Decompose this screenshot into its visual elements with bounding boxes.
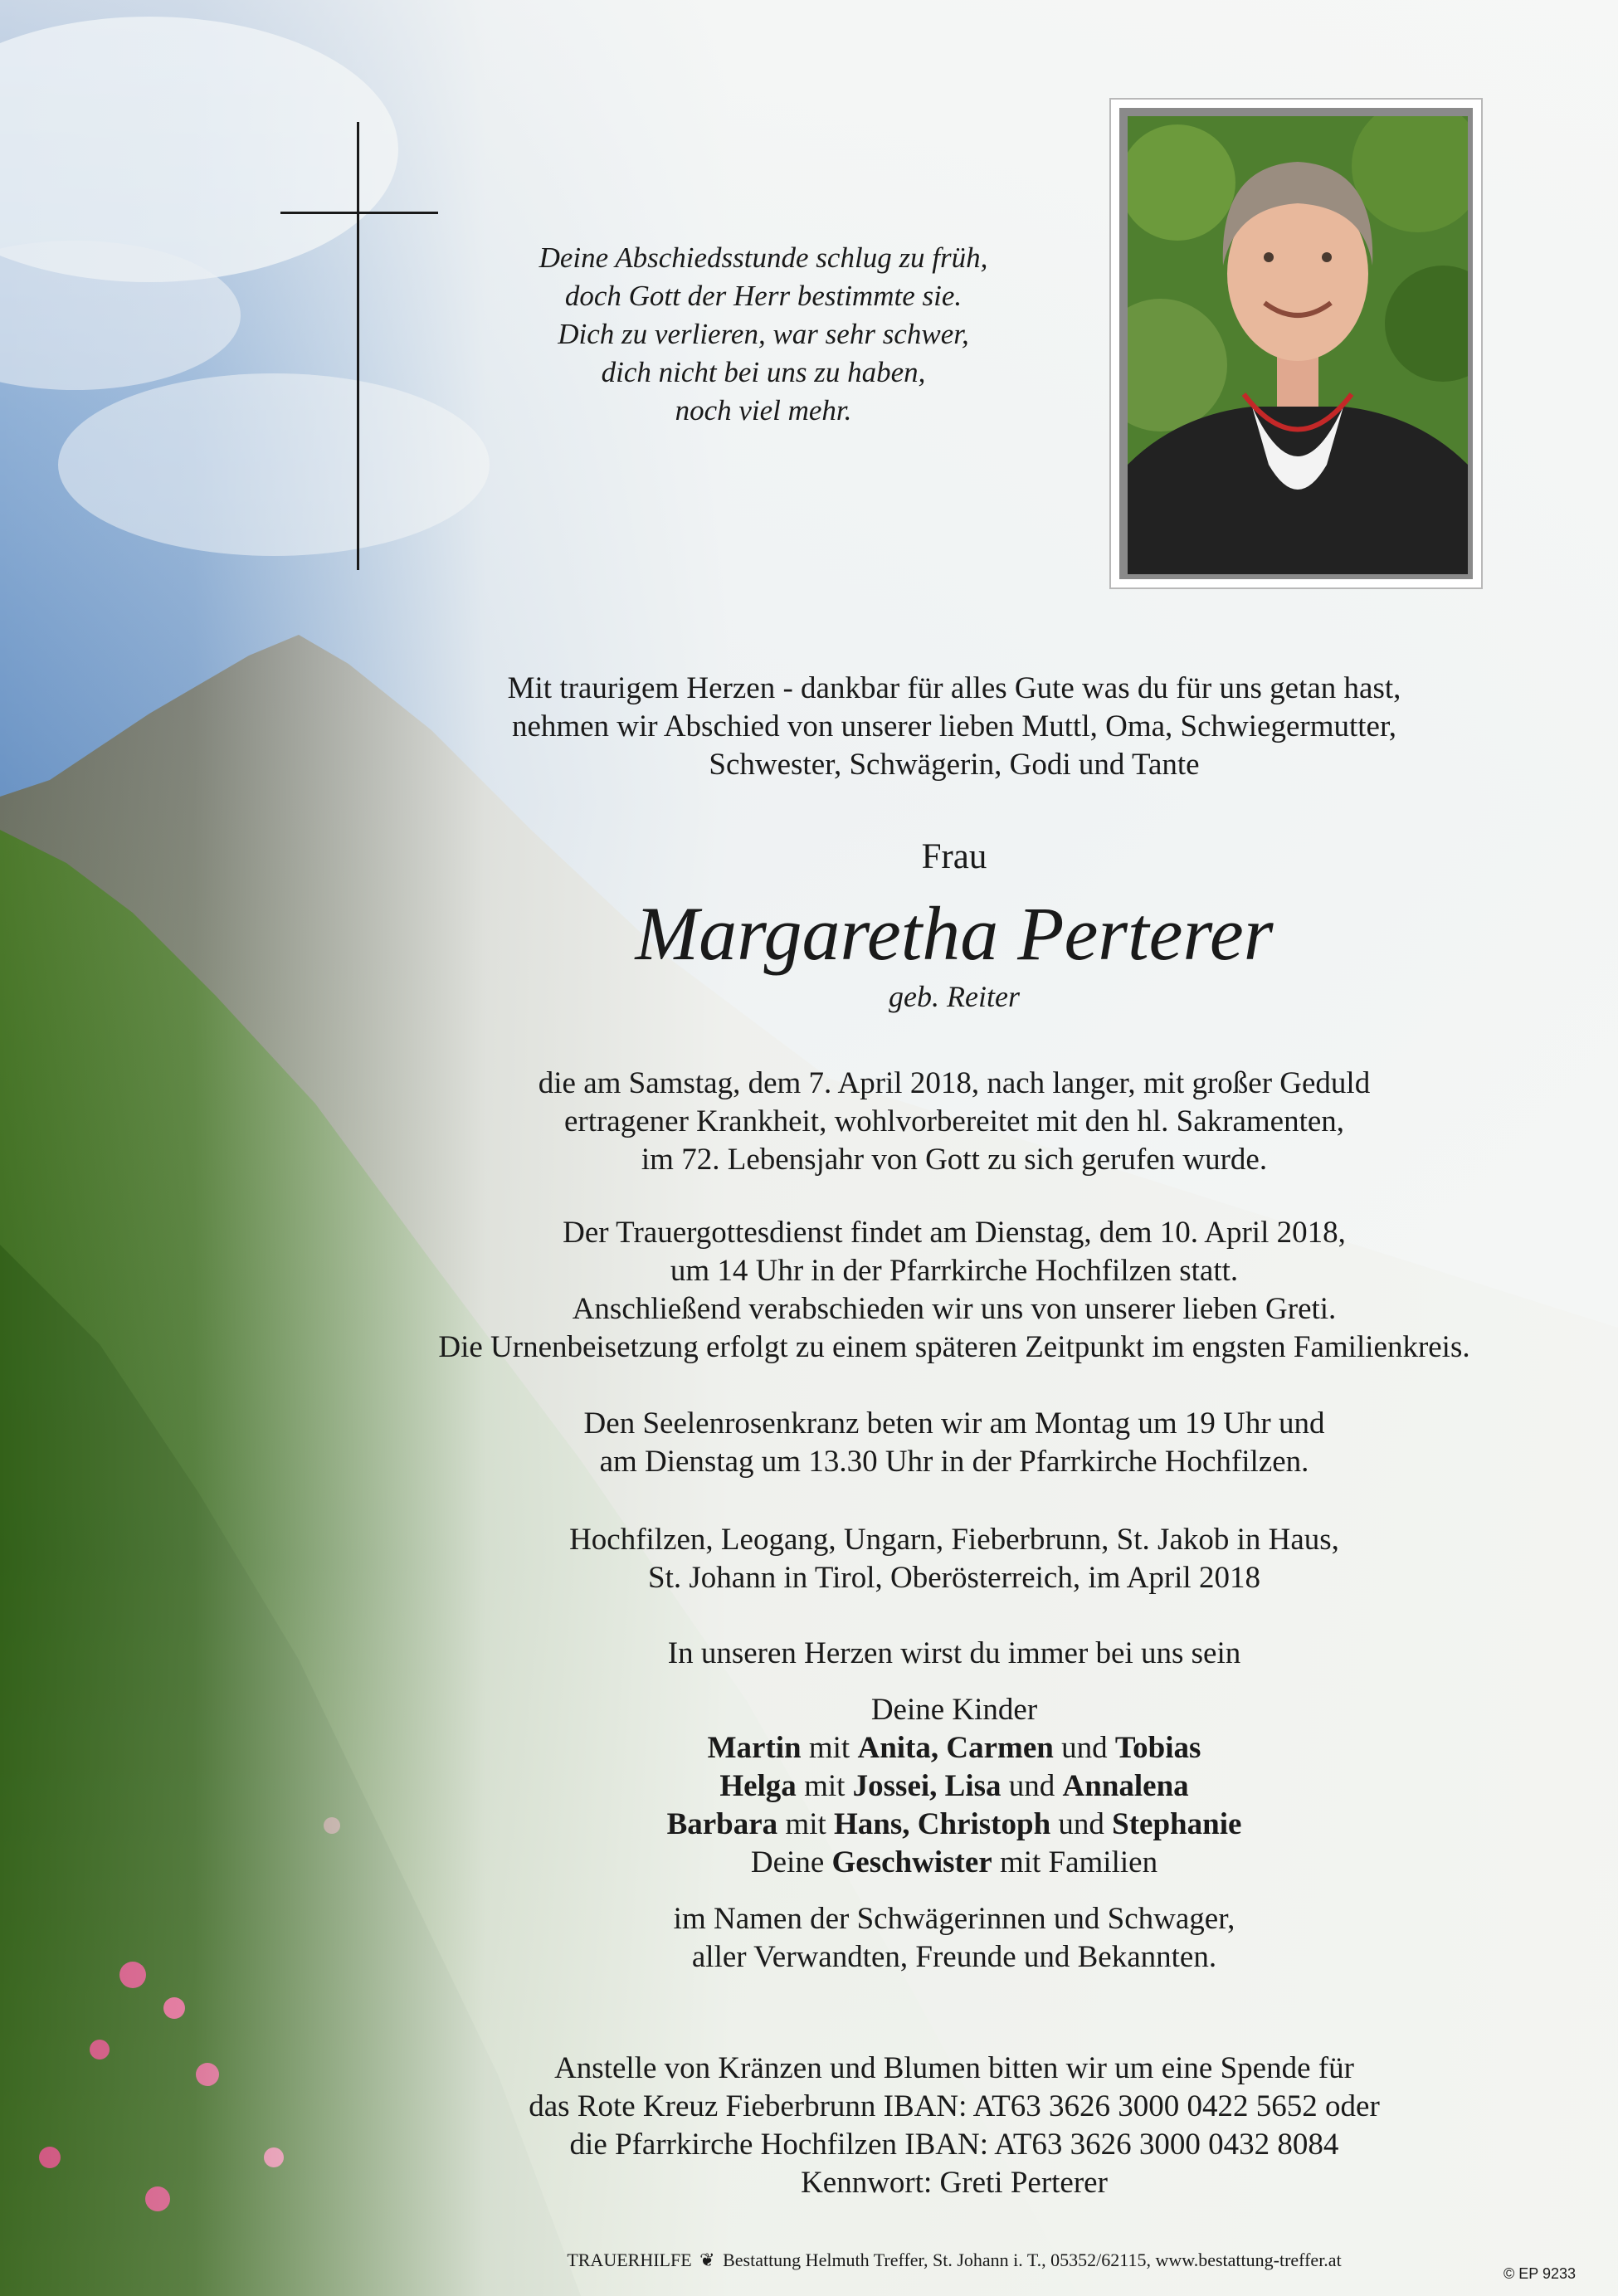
memorial-poem [448, 239, 1079, 430]
rosary-line: am Dienstag um 13.30 Uhr in der Pfarrkirche Hochfilzen. [599, 1445, 1309, 1479]
poem-line: Dich zu verlieren, war sehr schwer, [558, 318, 969, 350]
cross-symbol [280, 122, 438, 570]
intro-line: Mit traurigem Herzen - dankbar für alles Gute was du für uns getan hast, [507, 671, 1401, 705]
family-row: Martin mit Anita, Carmen und Tobias [707, 1731, 1201, 1765]
places-date [348, 1521, 1560, 1597]
family-row: Barbara mit Hans, Christoph und Stephanie [666, 1807, 1242, 1841]
portrait-photo [1128, 116, 1468, 574]
hearts-text: In unseren Herzen wirst du immer bei uns sein [667, 1636, 1241, 1670]
poem-line: doch Gott der Herr bestimmte sie. [564, 280, 963, 312]
places-line: Hochfilzen, Leogang, Ungarn, Fieberbrunn, St. Jakob in Haus, [569, 1523, 1339, 1557]
service-line: um 14 Uhr in der Pfarrkirche Hochfilzen statt. [670, 1254, 1239, 1288]
maiden-name: geb. Reiter [889, 980, 1020, 1013]
family-signatures [348, 1691, 1560, 1882]
death-notice-line: im 72. Lebensjahr von Gott zu sich gerufen wurde. [641, 1143, 1268, 1177]
donation-line: Kennwort: Greti Perterer [801, 2166, 1108, 2200]
poem-line: Deine Abschiedsstunde schlug zu früh, [539, 241, 988, 274]
service-line: Die Urnenbeisetzung erfolgt zu einem späteren Zeitpunkt im engsten Familienkreis. [438, 1330, 1470, 1364]
relatives-info [348, 1900, 1560, 1977]
poem-line: dich nicht bei uns zu haben, [601, 356, 926, 388]
children-label: Deine Kinder [870, 1693, 1038, 1727]
family-row: Helga mit Jossei, Lisa und Annalena [719, 1769, 1189, 1803]
hearts-line [348, 1635, 1560, 1673]
service-info [348, 1214, 1560, 1367]
footer-contact: Bestattung Helmuth Treffer, St. Johann i. T., 05352/62115, www.bestattung-treffer.at [723, 2250, 1342, 2270]
service-line: Der Trauergottesdienst findet am Dienstag, dem 10. April 2018, [563, 1216, 1346, 1250]
intro-line: nehmen wir Abschied von unserer lieben Muttl, Oma, Schwiegermutter, [511, 709, 1397, 743]
donation-info [348, 2050, 1560, 2202]
donation-line: Anstelle von Kränzen und Blumen bitten wir um eine Spende für [554, 2051, 1354, 2085]
portrait-frame [1109, 98, 1483, 589]
intro-line: Schwester, Schwägerin, Godi und Tante [709, 748, 1200, 782]
death-notice [348, 1065, 1560, 1179]
relatives-line: im Namen der Schwägerinnen und Schwager, [673, 1902, 1235, 1936]
donation-line: das Rote Kreuz Fieberbrunn IBAN: AT63 3626 3000 0422 5652 oder [529, 2089, 1380, 2123]
rosary-line: Den Seelenrosenkranz beten wir am Montag um 19 Uhr und [583, 1406, 1325, 1440]
poem-line: noch viel mehr. [675, 394, 852, 427]
print-code: © EP 9233 [1503, 2265, 1576, 2282]
salutation: Frau [921, 837, 987, 876]
footer-brand: TRAUERHILFE [567, 2250, 692, 2270]
service-line: Anschließend verabschieden wir uns von unserer lieben Greti. [572, 1292, 1337, 1326]
leaf-icon: ❦ [699, 2250, 715, 2270]
places-line: St. Johann in Tirol, Oberösterreich, im April 2018 [648, 1561, 1260, 1595]
relatives-line: aller Verwandten, Freunde und Bekannten. [691, 1940, 1217, 1974]
rosary-info [348, 1405, 1560, 1481]
funeral-home-footer [415, 2249, 1494, 2272]
death-notice-line: ertragener Krankheit, wohlvorbereitet mit den hl. Sakramenten, [563, 1104, 1345, 1138]
deceased-name: Margaretha Perterer [635, 891, 1274, 976]
intro-text [348, 670, 1560, 784]
family-row: Deine Geschwister mit Familien [750, 1845, 1158, 1879]
death-notice-line: die am Samstag, dem 7. April 2018, nach langer, mit großer Geduld [538, 1066, 1371, 1100]
donation-line: die Pfarrkirche Hochfilzen IBAN: AT63 3626 3000 0432 8084 [569, 2128, 1339, 2162]
